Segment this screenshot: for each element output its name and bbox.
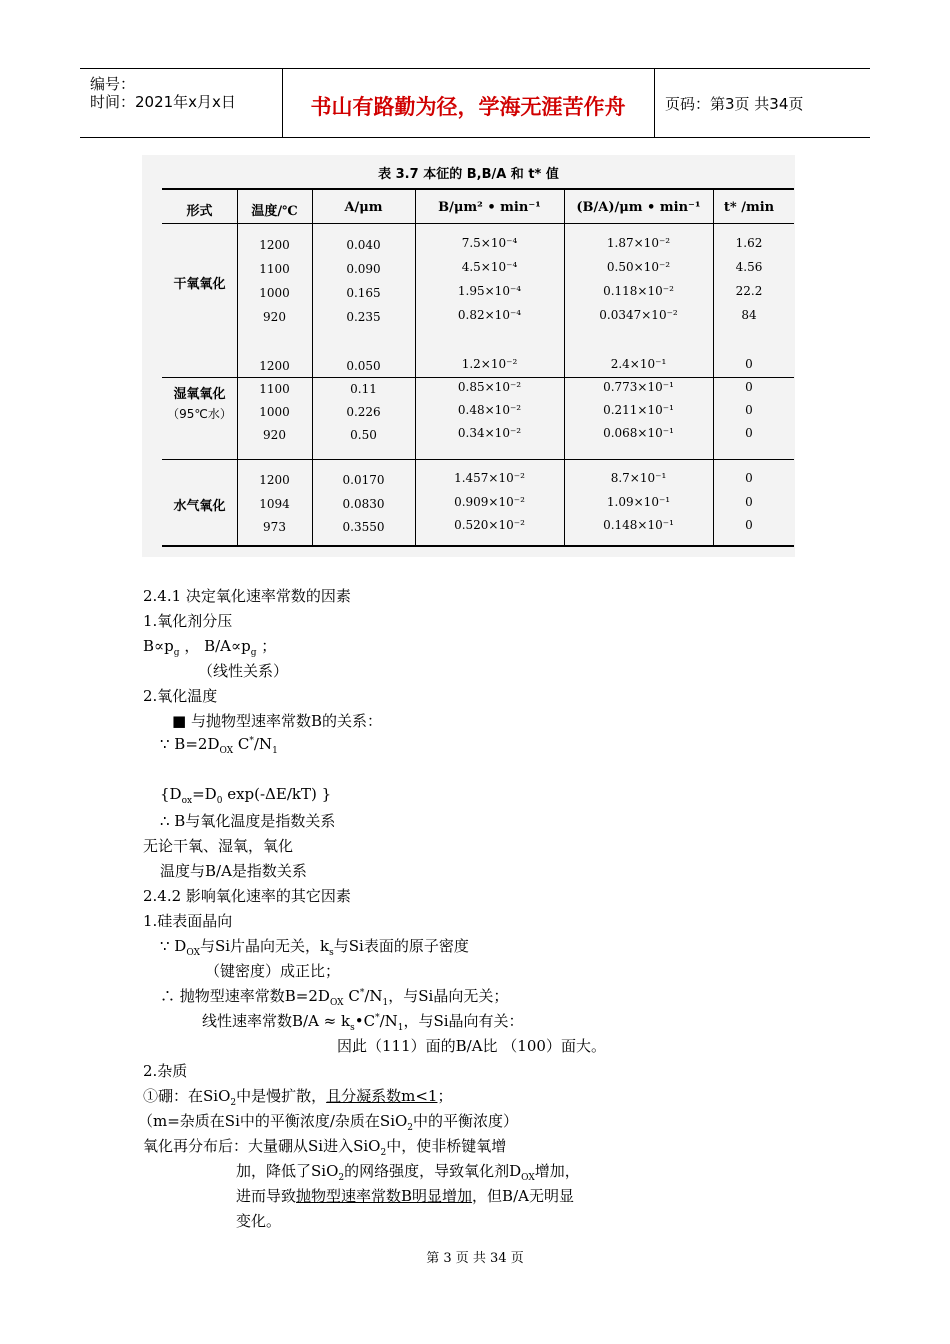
table-cell: 0.068×10⁻¹ <box>603 426 674 440</box>
header-center-cell <box>282 69 655 137</box>
table-cell: 0.118×10⁻² <box>603 284 674 298</box>
table-cell: 1000 <box>259 286 290 300</box>
table-cell: 0.165 <box>346 286 381 300</box>
table-cell: 0.226 <box>346 405 381 419</box>
page-footer: 第 3 页 共 34 页 <box>426 1251 524 1266</box>
text-line: 温度与B/A是指数关系 <box>160 862 307 880</box>
text-line: 线性速率常数$B/A \approx k_s•C^*/N_1$，与Si晶向有关： <box>202 1012 524 1033</box>
page-number-label: 页码：第3页 共34页 <box>665 95 804 113</box>
table-cell: 1.62 <box>735 236 763 250</box>
table-cell: 1.2×10⁻² <box>461 357 518 371</box>
table-cell: 0.11 <box>350 382 377 396</box>
text-line: ∴ 抛物型速率常数$B=2D_{OX}$ $C^*/N_1$，与Si晶向无关； <box>160 987 509 1008</box>
table-cell: 920 <box>263 428 286 442</box>
table-bottom-rule <box>162 545 794 547</box>
text-line: （m=杂质在Si中的平衡浓度/杂质在SiO$_2$中的平衡浓度） <box>138 1112 519 1133</box>
table-cell: 1200 <box>259 238 290 252</box>
table-row-divider <box>162 377 794 378</box>
table-cell: 1094 <box>259 497 290 511</box>
table-cell: 0.040 <box>346 238 381 252</box>
page-header <box>80 68 870 138</box>
section-heading-2-4-1: 2.4.1 决定氧化速率常数的因素 <box>143 587 351 605</box>
item-crystal-orientation: 1.硅表面晶向 <box>143 912 233 930</box>
table-cell: 8.7×10⁻¹ <box>610 471 667 485</box>
col-header-a: A/μm <box>344 200 383 215</box>
table-cell: 0.48×10⁻² <box>457 403 522 417</box>
table-cell: 4.5×10⁻⁴ <box>461 260 518 274</box>
table-cell: 0.0347×10⁻² <box>599 308 678 322</box>
text-line: ∵ $D_{OX}$与Si片晶向无关，$k_s$与Si表面的原子密度 <box>160 937 469 958</box>
table-cell: 973 <box>263 520 286 534</box>
oxidation-constants-table <box>142 155 795 557</box>
table-cell: 1.95×10⁻⁴ <box>457 284 522 298</box>
table-cell: 2.4×10⁻¹ <box>610 357 667 371</box>
table-cell: 1000 <box>259 405 290 419</box>
table-cell: 7.5×10⁻⁴ <box>461 236 518 250</box>
item-impurity: 2.杂质 <box>143 1062 188 1080</box>
group-label-wet: 湿氧氧化 <box>173 387 226 402</box>
number-label: 编号： <box>90 75 136 93</box>
table-cell: 1200 <box>259 473 290 487</box>
text-line: 变化。 <box>236 1212 282 1230</box>
text-line: 无论干氧、湿氧，氧化 <box>143 837 294 855</box>
table-cell: 1100 <box>259 262 290 276</box>
item-oxidation-temperature: 2.氧化温度 <box>143 687 218 705</box>
group-label-dry: 干氧氧化 <box>173 277 226 292</box>
table-cell: 0.85×10⁻² <box>457 380 522 394</box>
table-cell: 4.56 <box>735 260 763 274</box>
table-row-divider <box>162 459 794 460</box>
text-line: ∴ B与氧化温度是指数关系 <box>160 812 336 830</box>
table-cell: 22.2 <box>735 284 763 298</box>
col-header-form: 形式 <box>186 204 213 219</box>
table-cell: 0.148×10⁻¹ <box>603 518 674 532</box>
table-cell: 0.50 <box>350 428 377 442</box>
table-cell: 1.457×10⁻² <box>454 471 525 485</box>
section-heading-2-4-2: 2.4.2 影响氧化速率的其它因素 <box>143 887 351 905</box>
table-cell: 0 <box>745 380 753 394</box>
group-label-steam: 水气氧化 <box>173 499 226 514</box>
formula-line: {$D_{ox}=D_0$ exp(-ΔE/kT) } <box>160 785 332 806</box>
header-motto: 书山有路勤为径，学海无涯苦作舟 <box>310 95 626 119</box>
table-cell: 1100 <box>259 382 290 396</box>
table-cell: 0.909×10⁻² <box>454 495 525 509</box>
table-header-rule <box>162 223 794 224</box>
table-cell: 0.211×10⁻¹ <box>603 403 674 417</box>
item-oxidant-pressure: 1.氧化剂分压 <box>143 612 233 630</box>
table-cell: 0.773×10⁻¹ <box>603 380 674 394</box>
table-cell: 0 <box>745 357 753 371</box>
formula-line: $B\propto p_g$ ， $B/A\propto p_g$ ； <box>143 637 277 658</box>
text-line: 进而导致抛物型速率常数B明显增加，但B/A无明显 <box>236 1187 574 1205</box>
time-label: 时间：2021年x月x日 <box>90 93 236 111</box>
text-line: （键密度）成正比； <box>205 962 341 980</box>
table-cell: 0 <box>745 495 753 509</box>
table-cell: 0.3550 <box>342 520 385 534</box>
header-left-cell <box>80 69 283 137</box>
table-cell: 0 <box>745 471 753 485</box>
text-line: 因此（111）面的B/A比 （100）面大。 <box>337 1037 606 1055</box>
table-cell: 1.87×10⁻² <box>606 236 671 250</box>
table-cell: 0.520×10⁻² <box>454 518 525 532</box>
group-sublabel-wet: （95℃水） <box>167 407 232 421</box>
bullet-parabolic-relation: ■ 与抛物型速率常数B的关系： <box>172 712 382 730</box>
table-cell: 0.34×10⁻² <box>457 426 522 440</box>
table-cell: 0.0830 <box>342 497 385 511</box>
table-cell: 1.09×10⁻¹ <box>606 495 671 509</box>
table-cell: 920 <box>263 310 286 324</box>
table-cell: 0.82×10⁻⁴ <box>457 308 522 322</box>
col-header-ba: (B/A)/μm • min⁻¹ <box>576 200 701 215</box>
table-caption: 表 3.7 本征的 B,B/A 和 t* 值 <box>378 167 559 182</box>
formula-line: ∵ $B=2D_{OX}$ $C^*/N_1$ <box>160 735 278 756</box>
table-cell: 0.090 <box>346 262 381 276</box>
text-line: ①硼：在SiO$_2$中是慢扩散，且分凝系数m<1； <box>143 1087 453 1108</box>
col-header-temp: 温度/℃ <box>251 204 298 219</box>
table-cell: 0 <box>745 403 753 417</box>
table-cell: 1200 <box>259 359 290 373</box>
table-cell: 0 <box>745 426 753 440</box>
text-line: 加，降低了SiO$_2$的网络强度，导致氧化剂$D_{OX}$增加， <box>236 1162 580 1183</box>
col-header-tstar: t* /min <box>723 200 775 215</box>
header-right-cell <box>655 69 870 137</box>
table-cell: 0.050 <box>346 359 381 373</box>
col-header-b: B/μm² • min⁻¹ <box>438 200 541 215</box>
linear-relation-note: （线性关系） <box>198 662 289 680</box>
table-cell: 0.0170 <box>342 473 385 487</box>
table-top-rule <box>162 188 794 190</box>
table-cell: 84 <box>741 308 757 322</box>
table-cell: 0.50×10⁻² <box>606 260 671 274</box>
table-cell: 0.235 <box>346 310 381 324</box>
text-line: 氧化再分布后：大量硼从Si进入SiO$_2$中，使非桥键氧增 <box>143 1137 507 1158</box>
table-cell: 0 <box>745 518 753 532</box>
